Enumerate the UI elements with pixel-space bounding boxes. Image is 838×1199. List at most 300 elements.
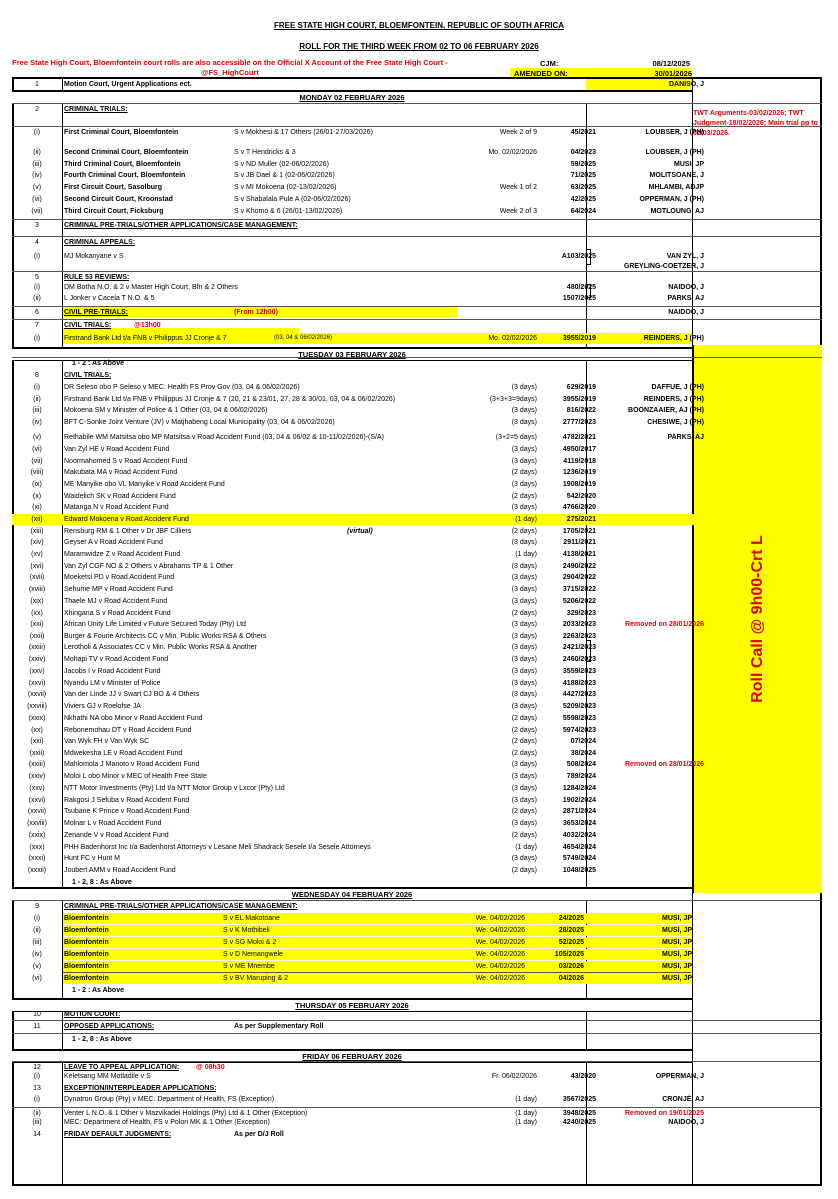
case-name: LEAVE TO APPEAL APPLICATION:: [64, 1064, 180, 1071]
roll-row: [12, 608, 822, 619]
case-number: 542/2020: [566, 493, 596, 500]
case-name: 1 - 2, 8 : As Above: [72, 879, 132, 886]
roll-row: [12, 467, 822, 478]
case-name: Bloemfontein: [64, 915, 109, 922]
roll-row: [12, 502, 822, 513]
item-number: (iii): [32, 161, 42, 168]
item-number: 6: [35, 309, 39, 316]
item-number: (xxxii): [27, 867, 47, 874]
case-number: 3715/2022: [562, 586, 596, 593]
item-number: (ii): [33, 927, 41, 934]
judge: REINDERS, J (PH): [643, 396, 704, 403]
case-name: MOTION COURT:: [64, 1011, 121, 1018]
schedule: (2 days): [511, 738, 537, 745]
judge: REINDERS, J (PH): [643, 335, 704, 342]
item-number: (ii): [33, 295, 41, 302]
case-name: First Criminal Court, Bloemfontein: [64, 129, 179, 136]
item-number: (xxiii): [28, 644, 46, 651]
schedule: Week 1 of 2: [499, 184, 537, 191]
case-number: 71/2025: [570, 172, 596, 179]
item-number: (i): [33, 915, 41, 922]
schedule: (3 days): [511, 563, 537, 570]
case-name: Jacobs I v Road Accident Fund: [64, 668, 161, 675]
item-number: 9: [35, 903, 39, 910]
item-number: 8: [35, 372, 39, 379]
item-number: (xv): [31, 551, 43, 558]
case-number: 1705/2021: [562, 528, 596, 535]
schedule: (2 days): [511, 469, 537, 476]
item-number: (v): [32, 184, 42, 191]
case-name: Van Wyk FH v Van Wyk SC: [64, 738, 150, 745]
judge: LOUBSER, J (PH): [645, 149, 704, 156]
roll-row: [12, 701, 822, 712]
item-number: (i): [33, 1073, 41, 1080]
schedule: (2 days): [511, 832, 537, 839]
judge: LOUBSER, J (PH): [645, 129, 704, 136]
item-number: (xxvii): [27, 691, 47, 698]
judge: MUSI, JP: [662, 939, 692, 946]
item-number: (ix): [32, 481, 42, 488]
item-number: (x): [32, 493, 42, 500]
schedule: (2 days): [511, 727, 537, 734]
schedule: (3 days): [511, 539, 537, 546]
case-title: S v EL Makotoane: [223, 915, 280, 922]
case-name: CIVIL TRIALS:: [64, 322, 112, 329]
item-number: (i): [33, 1096, 41, 1103]
case-number: 3559/2023: [562, 668, 596, 675]
case-number: 45/2021: [570, 129, 596, 136]
judge: MUSI, JP: [674, 161, 704, 168]
item-number: (xxi): [30, 621, 44, 628]
item-number: (i): [33, 384, 41, 391]
schedule: (1 day): [515, 1110, 537, 1117]
roll-row: [12, 1117, 822, 1128]
roll-row: [12, 678, 822, 689]
item-number: (xx): [31, 610, 43, 617]
case-number: 4654/2024: [562, 844, 596, 851]
case-name: Mohapi TV v Road Accident Fund: [64, 656, 169, 663]
judge: DANISO, J: [668, 81, 704, 88]
item-number: (iii): [32, 1119, 42, 1126]
item-number: (viii): [30, 469, 44, 476]
case-name: MJ Mokanyane v S: [64, 253, 124, 260]
schedule: (3 days): [511, 407, 537, 414]
item-number: (xxvi): [28, 680, 46, 687]
roll-row: [12, 1009, 822, 1020]
item-number: 3: [35, 222, 39, 229]
case-number: 4766/2020: [562, 504, 596, 511]
item-number: (xxv): [29, 785, 45, 792]
roll-row: [32, 972, 692, 984]
roll-row: [12, 491, 822, 502]
roll-row: [12, 806, 822, 817]
case-number: 2460/2023: [562, 656, 596, 663]
roll-row: [12, 1094, 822, 1105]
case-name: 1 - 2 : As Above: [72, 987, 124, 994]
twt-note: TWT Arguments-03/02/2026; TWT Judgment-18/02/2026; Main trial pp to 02/03/2026.: [693, 110, 818, 137]
case-name: Bloemfontein: [64, 927, 109, 934]
case-number: 2871/2024: [562, 808, 596, 815]
roll-row: [12, 537, 822, 548]
roll-row: [12, 584, 822, 595]
schedule: (3 days): [511, 633, 537, 640]
roll-row: [12, 182, 822, 193]
roll-row: [12, 619, 822, 630]
case-name: Bloemfontein: [64, 939, 109, 946]
item-number: (ii): [33, 149, 41, 156]
day-header-thursday: THURSDAY 05 FEBRUARY 2026: [12, 998, 692, 1012]
item-number: 7: [35, 322, 39, 329]
case-name: Keletsang MM Motladile v S: [64, 1073, 151, 1080]
case-number: 1902/2024: [562, 797, 596, 804]
item-number: (vi): [32, 196, 42, 203]
case-number: 2777/2023: [562, 419, 596, 426]
judge: Removed on 28/01/2026: [625, 761, 704, 768]
roll-row: [32, 961, 692, 972]
item-number: (xiv): [30, 539, 44, 546]
item-number: (xxxi): [28, 855, 46, 862]
case-name: Firstrand Bank Ltd t/a FNB v Philippus JJ Cronje & 7 (20, 21 & 23/01, 27, 28 & 30/01, 03, 04 & 06/02/2026): [64, 396, 396, 403]
case-name: Second Criminal Court, Bloemfontein: [64, 149, 189, 156]
roll-row: [12, 103, 822, 115]
case-name: Bloemfontein: [64, 975, 109, 982]
case-number: 28/2025: [558, 927, 584, 934]
case-name: Rethabile WM Matsitsa obo MP Matsitsa v Road Accident Fund (03, 04 & 06/02 & 10-11/02/2026)-(S/A): [64, 434, 384, 441]
case-name: CRIMINAL PRE-TRIALS/OTHER APPLICATIONS/CASE MANAGEMENT:: [64, 222, 298, 229]
case-name: Hunt FC v Hunt M: [64, 855, 121, 862]
judge: PARKS, AJ: [667, 434, 704, 441]
case-name: 1 - 2 : As Above: [72, 360, 124, 367]
case-name: Thaele MJ v Road Accident Fund: [64, 598, 168, 605]
case-number: 4188/2023: [562, 680, 596, 687]
roll-row: [12, 771, 822, 782]
item-number: (xiii): [30, 528, 44, 535]
schedule: (3 days): [511, 621, 537, 628]
judge: CHESIWE, J (PH): [647, 419, 704, 426]
roll-row: [12, 736, 822, 747]
item-number: (i): [33, 253, 41, 260]
roll-row: [12, 170, 822, 181]
case-name: CIVIL PRE-TRIALS:: [64, 309, 129, 316]
roll-row: [12, 394, 822, 405]
judge: MUSI, JP: [662, 975, 692, 982]
item-number: (iv): [32, 172, 42, 179]
roll-row: [12, 126, 822, 138]
case-number: 1507/2025: [562, 295, 596, 302]
case-name: RULE 53 REVIEWS:: [64, 274, 130, 281]
judge: MOLITSOANE, J: [649, 172, 704, 179]
item-number: 2: [35, 106, 39, 113]
judge: NAIDOO, J: [668, 284, 704, 291]
case-number: 2490/2022: [562, 563, 596, 570]
item-number: (xxviii): [27, 703, 47, 710]
item-number: (iv): [32, 951, 42, 958]
case-name: DM Botha N.O. & 2 v Master High Court, Bfn & 2 Others: [64, 284, 238, 291]
item-number: 5: [35, 274, 39, 281]
roll-row: [12, 1071, 822, 1082]
roll-row: [12, 526, 822, 537]
schedule: (3 days): [511, 703, 537, 710]
case-name: PHH Badenhorst Inc t/a Badenhorst Attorneys v Lesane Meli Shadrack Sesele t/a Sesele Attorneys: [64, 844, 371, 851]
schedule: We. 04/02/2026: [475, 927, 525, 934]
case-number: 4119/2018: [563, 458, 596, 465]
case-number: 1236/2019: [562, 469, 596, 476]
case-name: Moeketsi PD v Road Accident Fund: [64, 574, 175, 581]
roll-row: [12, 631, 822, 642]
roll-row: [12, 642, 822, 653]
case-name: Makubata MA v Road Accident Fund: [64, 469, 178, 476]
case-number: 5206/2022: [562, 598, 596, 605]
x-account-notice: Free State High Court, Bloemfontein court rolls are also accessible on the Official X Account of the Free State High Court - @FS_HighCourt: [12, 58, 448, 77]
case-number: 4950/2017: [562, 446, 596, 453]
case-name: MEC: Department of Health, FS v Polori MK & 1 Other (Exception): [64, 1119, 270, 1126]
item-number: (iv): [32, 419, 42, 426]
roll-row: [12, 444, 822, 455]
case-name: NTT Motor Investments (Pty) Ltd t/a NTT Motor Group v Lxcor (Pty) Ltd: [64, 785, 285, 792]
roll-row: [12, 853, 822, 864]
day-header-monday: MONDAY 02 FEBRUARY 2026: [12, 90, 692, 104]
case-number: 63/2025: [570, 184, 596, 191]
item-number: (xxii): [29, 750, 45, 757]
schedule: (3 days): [511, 419, 537, 426]
case-title: (03, 04 & 06/02/2026): [274, 335, 333, 341]
roll-row: [12, 795, 822, 806]
judge: NAIDOO, J: [668, 1119, 704, 1126]
roll-row: [12, 561, 822, 572]
case-name: Nyandu LM v Minister of Police: [64, 680, 161, 687]
judge: CRONJÉ, AJ: [662, 1096, 704, 1103]
item-number: (ii): [33, 1110, 41, 1117]
roll-row: [12, 985, 822, 996]
case-name: African Unity Life Limited v Future Secured Today (Pty) Ltd: [64, 621, 246, 628]
item-number: 13: [33, 1085, 41, 1092]
case-number: 629/2019: [566, 384, 596, 391]
case-name: Noormahomed S v Road Accident Fund: [64, 458, 188, 465]
roll-row: [12, 370, 822, 381]
case-number: 38/2024: [570, 750, 596, 757]
judge: BOONZAAIER, AJ (PH): [628, 407, 704, 414]
case-name: Zenande V v Road Accident Fund: [64, 832, 169, 839]
case-name: OPPOSED APPLICATIONS:: [64, 1023, 155, 1030]
schedule: (1 day): [515, 1096, 537, 1103]
case-title: (From 12h00): [234, 309, 278, 316]
case-title: S v Khomo & 6 (26/01-13/02/2026): [234, 208, 343, 215]
item-number: (xxiv): [28, 773, 46, 780]
schedule: (3 days): [511, 691, 537, 698]
case-number: 4032/2024: [562, 832, 596, 839]
roll-row: [12, 865, 822, 876]
case-number: 2421/2023: [562, 644, 596, 651]
roll-row: [12, 432, 822, 443]
judge: MUSI, JP: [662, 927, 692, 934]
case-name: Rebonemohau DT v Road Accident Fund: [64, 727, 192, 734]
case-number: 5209/2023: [562, 703, 596, 710]
case-number: 329/2023: [566, 610, 596, 617]
judge: GREYLING-COETZER, J: [623, 263, 704, 270]
schedule: (1 day): [515, 844, 537, 851]
case-name: Joubert AMM v Road Accident Fund: [64, 867, 176, 874]
case-number: 1284/2024: [562, 785, 596, 792]
case-number: 1048/2025: [562, 867, 596, 874]
case-number: 2911/2021: [563, 539, 596, 546]
case-number: 480/2025: [566, 284, 596, 291]
item-number: (xxix): [28, 832, 46, 839]
roll-row: [12, 293, 822, 304]
case-number: 03/2026: [558, 963, 584, 970]
item-number: (vi): [32, 975, 42, 982]
case-name: Third Criminal Court, Bloemfontein: [64, 161, 181, 168]
item-number: (xxii): [29, 633, 45, 640]
item-number: (xvi): [30, 563, 44, 570]
schedule: (1 day): [515, 1119, 537, 1126]
roll-row: [12, 417, 822, 428]
case-number: 3567/2025: [562, 1096, 596, 1103]
roll-row: [12, 759, 822, 770]
roll-row: [12, 382, 822, 393]
judge: OPPERMAN, J: [655, 1073, 704, 1080]
judge: PARKS, AJ: [667, 295, 704, 302]
schedule: (3+2=5 days): [495, 434, 537, 441]
case-number: 3955/2019: [562, 335, 596, 342]
case-name: CRIMINAL PRE-TRIALS/OTHER APPLICATIONS/CASE MANAGEMENT:: [64, 903, 298, 910]
case-title: (virtual): [347, 528, 373, 535]
case-name: Maramwidze Z v Road Accident Fund: [64, 551, 181, 558]
case-title: S v ND Muller (02-06/02/2026): [234, 161, 329, 168]
case-title: As per Supplementary Roll: [234, 1023, 324, 1030]
roll-row: [12, 479, 822, 490]
case-number: 07/2024: [570, 738, 596, 745]
item-number: (xxvi): [28, 797, 46, 804]
case-name: Motion Court, Urgent Applications ect.: [64, 81, 192, 88]
case-name: CIVIL TRIALS:: [64, 372, 112, 379]
roll-row: [33, 925, 692, 936]
item-number: (xvii): [29, 574, 45, 581]
case-number: 04/2026: [558, 975, 584, 982]
roll-row: [12, 818, 822, 829]
judge: MHLAMBI, ADJP: [648, 184, 704, 191]
judge: NAIDOO, J: [668, 309, 704, 316]
roll-row: [12, 654, 822, 665]
case-title: S v Shabalala Pule A (02-06/02/2026): [234, 196, 351, 203]
roll-row: [12, 456, 822, 467]
case-number: 4240/2025: [562, 1119, 596, 1126]
case-title: @13h00: [134, 322, 161, 329]
case-name: Van der Linde JJ v Swart CJ BO & 4 Others: [64, 691, 200, 698]
roll-row: [12, 1083, 822, 1094]
roll-row: [12, 713, 822, 724]
roll-call-text: Roll Call @ 9h00-Crt L: [749, 535, 766, 703]
roll-row: [12, 842, 822, 853]
case-name: Mdwekesha LE v Road Accident Fund: [64, 750, 183, 757]
case-name: Bloemfontein: [64, 951, 109, 958]
schedule: (3 days): [511, 586, 537, 593]
case-name: Second Circuit Court, Kroonstad: [64, 196, 173, 203]
roll-row: [12, 206, 822, 217]
case-number: 42/2025: [570, 196, 596, 203]
roll-row: [12, 147, 822, 158]
item-number: (iii): [32, 939, 42, 946]
case-number: 5749/2024: [562, 855, 596, 862]
case-title: S v JB Dael & 1 (02-06/02/2026): [234, 172, 335, 179]
item-number: 4: [35, 239, 39, 246]
case-name: Bloemfontein: [64, 963, 109, 970]
item-number: 10: [33, 1011, 41, 1018]
schedule: (3 days): [511, 574, 537, 581]
roll-row: [12, 572, 822, 583]
item-number: (xxvii): [27, 808, 47, 815]
case-number: 43/2020: [570, 1073, 596, 1080]
item-number: (i): [33, 129, 41, 136]
item-number: (iii): [32, 407, 42, 414]
roll-row: [32, 937, 692, 948]
case-number: 52/2025: [558, 939, 584, 946]
item-number: (xxv): [29, 668, 45, 675]
roll-row: [12, 319, 822, 331]
case-name: Mahlomola J Manoto v Road Accident Fund: [64, 761, 200, 768]
item-number: (vii): [31, 208, 43, 215]
judge: Removed on 28/01/2026: [625, 621, 704, 628]
case-name: Burger & Fourie Architects CC v Min. Public Works RSA & Others: [64, 633, 267, 640]
item-number: (v): [32, 434, 42, 441]
cjm-label: CJM:: [540, 59, 559, 68]
schedule: We. 04/02/2026: [475, 939, 525, 946]
roll-row: [12, 1020, 822, 1032]
item-number: (i): [33, 284, 41, 291]
roll-row: [12, 748, 822, 759]
item-number: (xxviii): [27, 820, 47, 827]
case-name: Xhingana S v Road Accident Fund: [64, 610, 171, 617]
amended-date: 30/01/2026: [588, 68, 692, 79]
item-number: (xii): [31, 516, 43, 523]
case-name: Geyser A v Road Accident Fund: [64, 539, 163, 546]
case-name: Viviers GJ v Roelofse JA: [64, 703, 141, 710]
judge: Removed on 19/01/2025: [625, 1110, 704, 1117]
schedule: (3 days): [511, 656, 537, 663]
schedule: (3 days): [511, 855, 537, 862]
roll-row: [12, 1033, 822, 1045]
case-number: 3653/2024: [562, 820, 596, 827]
item-number: (vii): [31, 458, 43, 465]
schedule: (3 days): [511, 598, 537, 605]
roll-row: [12, 194, 822, 205]
case-title: S v SG Moloi & 2: [223, 939, 277, 946]
roll-row: [12, 596, 822, 607]
item-number: (i): [33, 335, 41, 342]
case-number: 04/2023: [570, 149, 596, 156]
case-number: 4138/2021: [562, 551, 596, 558]
roll-row: [12, 900, 822, 912]
case-number: 275/2021: [566, 516, 596, 523]
schedule: (3 days): [511, 680, 537, 687]
case-number: 5974/2023: [562, 727, 596, 734]
item-number: (xix): [30, 598, 44, 605]
schedule: (3 days): [511, 797, 537, 804]
roll-row: [12, 159, 822, 170]
case-name: Van Zyl CGF NO & 2 Others v Abrahams TP & 1 Other: [64, 563, 234, 570]
schedule: We. 04/02/2026: [475, 951, 525, 958]
case-number: 5598/2023: [562, 715, 596, 722]
case-number: A103/2025: [561, 253, 596, 260]
judge: VAN ZYL, J: [666, 253, 704, 260]
schedule: (3 days): [511, 773, 537, 780]
day-header-friday: FRIDAY 06 FEBRUARY 2026: [12, 1049, 692, 1063]
judge: MUSI, JP: [662, 963, 692, 970]
case-name: Sehume MP v Road Accident Fund: [64, 586, 173, 593]
case-name: First Circuit Court, Sasolburg: [64, 184, 163, 191]
item-number: (xxiii): [28, 761, 46, 768]
item-number: 12: [33, 1064, 41, 1071]
case-name: ME Manyike obo VL Manyike v Road Accident Fund: [64, 481, 225, 488]
